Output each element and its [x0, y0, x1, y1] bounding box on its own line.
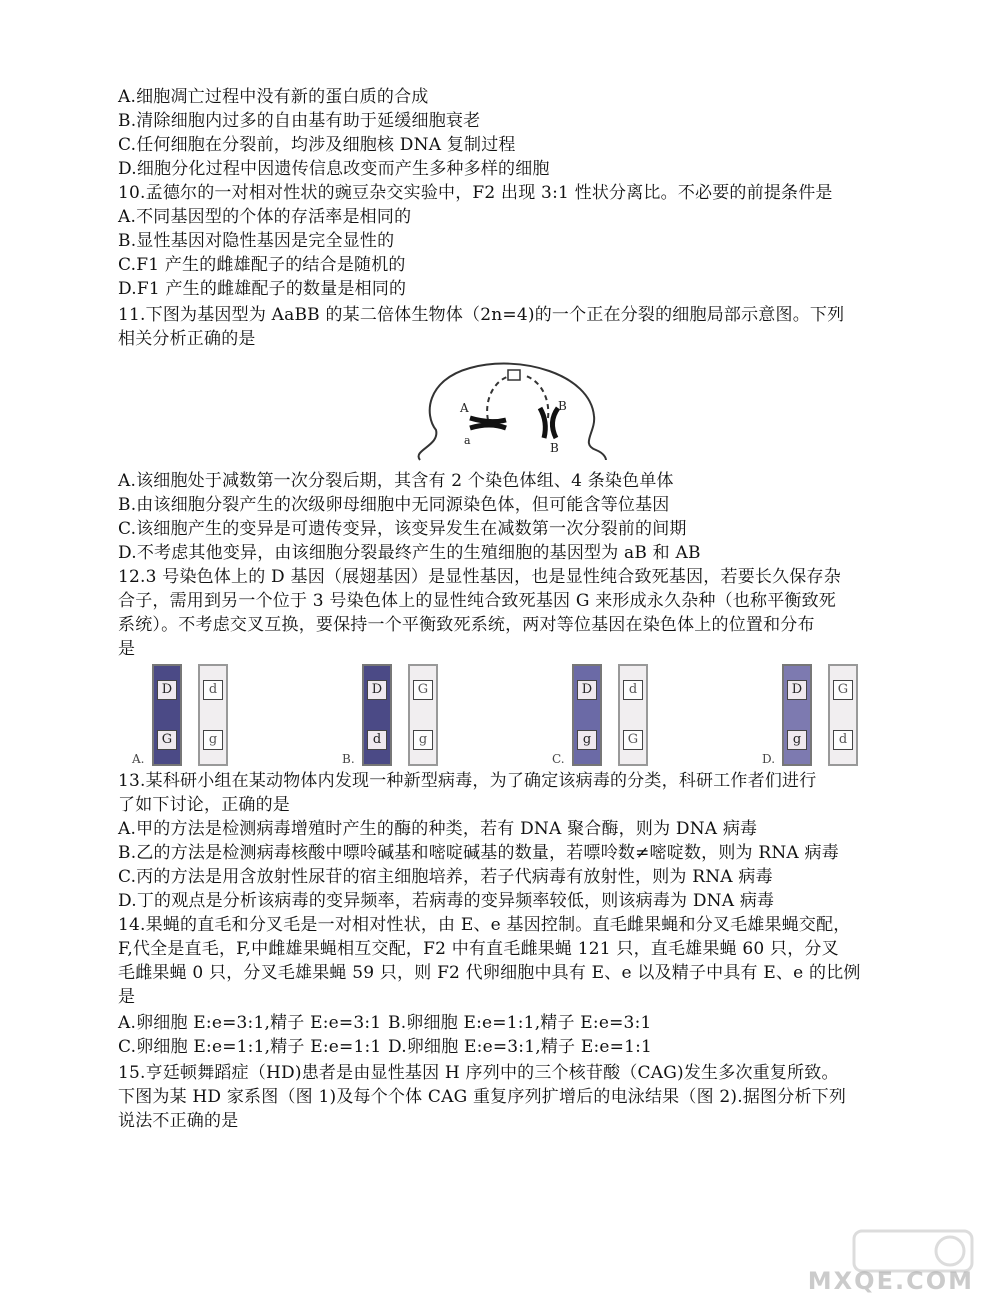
choice-a [128, 660, 268, 770]
gene-box: d [367, 730, 387, 750]
chromosome-dark [572, 664, 602, 766]
chromosome-light [408, 664, 438, 766]
chromosome-dark [152, 664, 182, 766]
cell-division-figure [410, 360, 610, 462]
q9-option-c: C.任何细胞在分裂前，均涉及细胞核 DNA 复制过程 [118, 135, 516, 155]
q11-option-b: B.由该细胞分裂产生的次级卵母细胞中无同源染色体，但可能含等位基因 [118, 495, 670, 515]
gene-box: d [833, 730, 853, 750]
q15-stem-1: 15.亨廷顿舞蹈症（HD)患者是由显性基因 H 序列中的三个核苷酸（CAG)发生多次重复所致。 [118, 1063, 839, 1083]
gene-box: G [157, 730, 177, 750]
q10-stem: 10.孟德尔的一对相对性状的豌豆杂交实验中，F2 出现 3:1 性状分离比。不必要的前提条件是 [118, 183, 833, 203]
q12-stem-3: 系统）。不考虑交叉互换，要保持一个平衡致死系统，两对等位基因在染色体上的位置和分布 [118, 615, 815, 635]
q12-stem-1: 12.3 号染色体上的 D 基因（展翅基因）是显性基因，也是显性纯合致死基因，若要长久保存杂 [118, 567, 841, 587]
gene-box: G [623, 730, 643, 750]
q9-option-b: B.清除细胞内过多的自由基有助于延缓细胞衰老 [118, 111, 481, 131]
q13-stem-2: 了如下讨论，正确的是 [118, 795, 290, 815]
q10-option-a: A.不同基因型的个体的存活率是相同的 [118, 207, 412, 227]
q14-stem-1: 14.果蝇的直毛和分叉毛是一对相对性状，由 E、e 基因控制。直毛雌果蝇和分叉毛雄果蝇交配， [118, 915, 851, 935]
gene-label-B-top: B [558, 399, 567, 413]
chromosome-left-icon [470, 418, 506, 428]
q10-option-b: B.显性基因对隐性基因是完全显性的 [118, 231, 395, 251]
centrosome-icon [508, 370, 520, 380]
q14-option-b: B.卵细胞 E:e=1:1,精子 E:e=3:1 [388, 1013, 652, 1033]
q11-stem-1: 11.下图为基因型为 AaBB 的某二倍体生物体（2n=4)的一个正在分裂的细胞局部示意图。下列 [118, 305, 845, 325]
q12-stem-4: 是 [118, 639, 136, 659]
q11-option-c: C.该细胞产生的变异是可遗传变异，该变异发生在减数第一次分裂前的间期 [118, 519, 687, 539]
chromosome-dark [362, 664, 392, 766]
q13-option-a: A.甲的方法是检测病毒增殖时产生的酶的种类，若有 DNA 聚合酶，则为 DNA 病毒 [118, 819, 758, 839]
gene-label-B-bottom: B [550, 441, 559, 455]
choice-b-label: B. [342, 752, 355, 766]
q9-option-a: A.细胞凋亡过程中没有新的蛋白质的合成 [118, 87, 429, 107]
chromosome-light [618, 664, 648, 766]
q12-chromosome-choices [128, 660, 868, 770]
q11-option-a: A.该细胞处于减数第一次分裂后期，其含有 2 个染色体组、4 条染色单体 [118, 471, 674, 491]
chromosome-dark [782, 664, 812, 766]
q13-option-b: B.乙的方法是检测病毒核酸中嘌呤碱基和嘧啶碱基的数量，若嘌呤数≠嘧啶数，则为 RNA 病毒 [118, 843, 839, 863]
q14-stem-2: F,代全是直毛，F,中雌雄果蝇相互交配，F2 中有直毛雌果蝇 121 只，直毛雄果蝇 60 只，分叉 [118, 939, 839, 959]
choice-d-label: D. [762, 752, 776, 766]
gene-box: g [203, 730, 223, 750]
gene-box: g [787, 730, 807, 750]
gene-box: D [157, 680, 177, 700]
gene-label-a: a [464, 434, 471, 447]
q14-stem-4: 是 [118, 987, 136, 1007]
gene-box: d [203, 680, 223, 700]
q15-stem-2: 下图为某 HD 家系图（图 1)及每个个体 CAG 重复序列扩增后的电泳结果（图 2).据图分析下列 [118, 1087, 847, 1107]
q13-stem-1: 13.某科研小组在某动物体内发现一种新型病毒，为了确定该病毒的分类，科研工作者们进行 [118, 771, 817, 791]
gene-box: D [577, 680, 597, 700]
gene-box: G [413, 680, 433, 700]
chromosome-light [198, 664, 228, 766]
choice-c-label: C. [552, 752, 565, 766]
q10-option-c: C.F1 产生的雌雄配子的结合是随机的 [118, 255, 406, 275]
q11-option-d: D.不考虑其他变异，由该细胞分裂最终产生的生殖细胞的基因型为 aB 和 AB [118, 543, 701, 563]
chromosome-right-icon [540, 408, 558, 438]
gene-box: D [787, 680, 807, 700]
choice-c [548, 660, 688, 770]
watermark-text: MXQE.COM [807, 1267, 974, 1295]
gene-label-A: A [460, 401, 469, 415]
choice-d [758, 660, 898, 770]
q10-option-d: D.F1 产生的雌雄配子的数量是相同的 [118, 279, 407, 299]
q14-stem-3: 毛雌果蝇 0 只，分叉毛雄果蝇 59 只，则 F2 代卵细胞中具有 E、e 以及精子中具有 E、e 的比例 [118, 963, 861, 983]
q11-stem-2: 相关分析正确的是 [118, 329, 256, 349]
gene-box: g [577, 730, 597, 750]
gene-box: G [833, 680, 853, 700]
q13-option-c: C.丙的方法是用含放射性尿苷的宿主细胞培养，若子代病毒有放射性，则为 RNA 病毒 [118, 867, 773, 887]
q9-option-d: D.细胞分化过程中因遗传信息改变而产生多种多样的细胞 [118, 159, 550, 179]
choice-a-label: A. [132, 752, 145, 766]
q13-option-d: D.丁的观点是分析该病毒的变异频率，若病毒的变异频率较低，则该病毒为 DNA 病毒 [118, 891, 775, 911]
chromosome-light [828, 664, 858, 766]
q14-option-c: C.卵细胞 E:e=1:1,精子 E:e=1:1 [118, 1037, 382, 1057]
gene-box: d [623, 680, 643, 700]
q12-stem-2: 合子，需用到另一个位于 3 号染色体上的显性纯合致死基因 G 来形成永久杂种（也称平衡致死 [118, 591, 837, 611]
q15-stem-3: 说法不正确的是 [118, 1111, 239, 1131]
gene-box: g [413, 730, 433, 750]
q14-option-d: D.卵细胞 E:e=3:1,精子 E:e=1:1 [388, 1037, 653, 1057]
gene-box: D [367, 680, 387, 700]
q14-option-a: A.卵细胞 E:e=3:1,精子 E:e=3:1 [118, 1013, 382, 1033]
choice-b [338, 660, 478, 770]
